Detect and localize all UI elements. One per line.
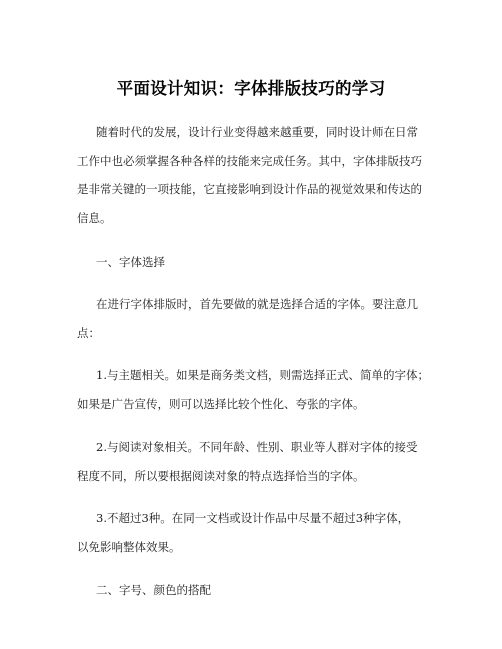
list-item-line: 程度不同，所以要根据阅读对象的特点选择恰当的字体。 — [77, 469, 365, 483]
document-title: 平面设计知识：字体排版技巧的学习 — [116, 79, 386, 98]
section-heading: 二、字号、颜色的搭配 — [96, 583, 211, 597]
paragraph-line: 是非常关键的一项技能，它直接影响到设计作品的视觉效果和传达的 — [77, 182, 422, 196]
section-heading: 一、字体选择 — [96, 255, 165, 269]
paragraph-line: 信息。 — [77, 211, 112, 225]
paragraph-line: 随着时代的发展，设计行业变得越来越重要，同时设计师在日常 — [96, 125, 418, 139]
paragraph-line: 点： — [77, 326, 100, 340]
paragraph-line: 在进行字体排版时，首先要做的就是选择合适的字体。要注意几 — [96, 297, 418, 311]
list-item-line: 1.与主题相关。如果是商务类文档，则需选择正式、简单的字体； — [96, 368, 429, 382]
list-item-line: 2.与阅读对象相关。不同年龄、性别、职业等人群对字体的接受 — [96, 440, 418, 454]
paragraph-line: 工作中也必须掌握各种各样的技能来完成任务。其中，字体排版技巧 — [77, 154, 422, 168]
list-item-line: 3.不超过3种。在同一文档或设计作品中尽量不超过3种字体， — [96, 511, 410, 525]
list-item-line: 如果是广告宣传，则可以选择比较个性化、夸张的字体。 — [77, 397, 365, 411]
list-item-line: 以免影响整体效果。 — [77, 540, 181, 554]
